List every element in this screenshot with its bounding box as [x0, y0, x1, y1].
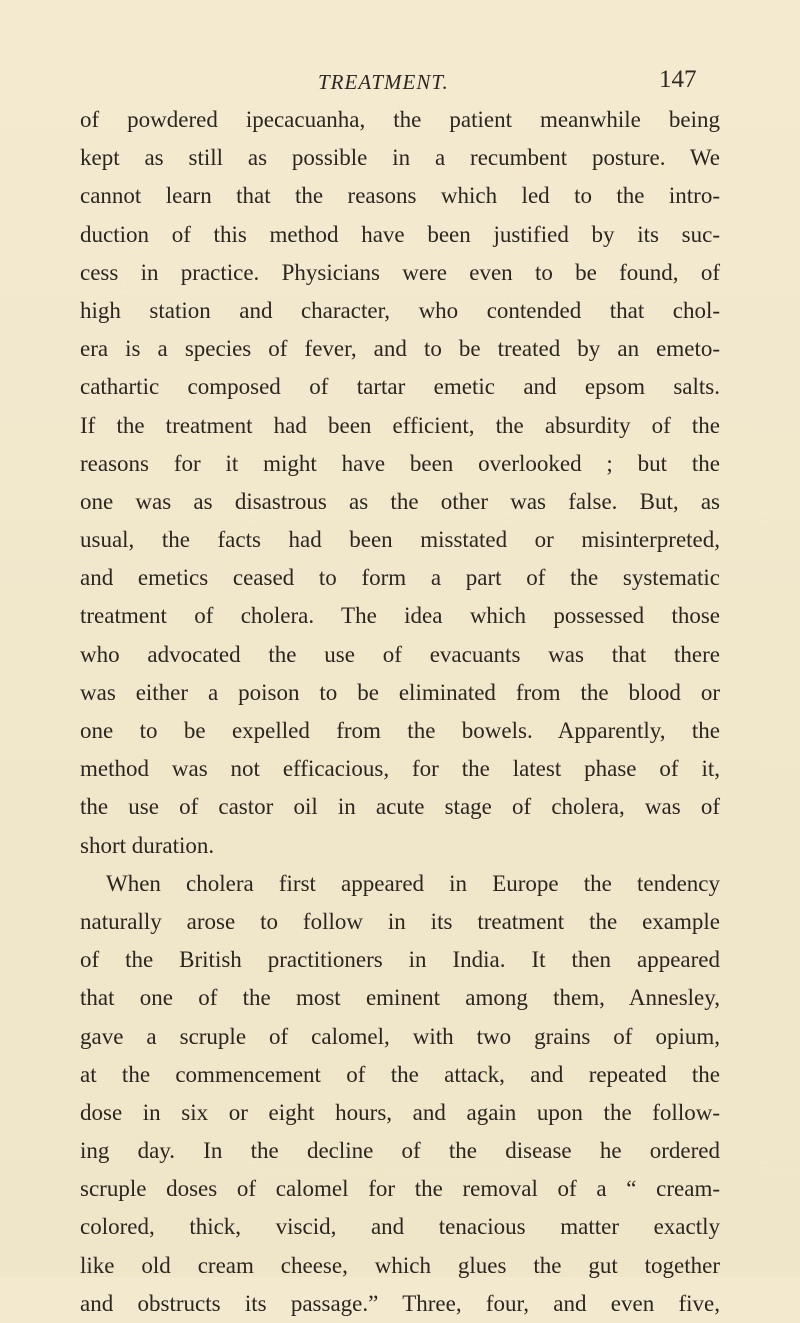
text-line: of the British practitioners in India. It then appeared — [80, 947, 720, 973]
paragraph-2 — [80, 865, 720, 1323]
text-line: reasons for it might have been overlooked ; but the — [80, 450, 720, 476]
text-line: short duration. — [80, 832, 215, 858]
text-line: kept as still as possible in a recumbent posture. We — [80, 145, 720, 171]
text-line: and obstructs its passage.” Three, four, and even five, — [80, 1290, 720, 1316]
paragraph-1 — [80, 101, 720, 865]
text-line: colored, thick, viscid, and tenacious matter exactly — [80, 1214, 720, 1240]
text-line: was either a poison to be eliminated from the blood or — [80, 679, 720, 705]
running-head — [0, 64, 800, 98]
text-line: one to be expelled from the bowels. Apparently, the — [80, 718, 720, 743]
text-line: and emetics ceased to form a part of the systematic — [80, 565, 720, 591]
text-line: dose in six or eight hours, and again upon the follow- — [80, 1099, 720, 1125]
text-line: who advocated the use of evacuants was that there — [80, 641, 720, 667]
text-line: at the commencement of the attack, and repeated the — [80, 1061, 720, 1087]
text-line: high station and character, who contended that chol- — [80, 297, 720, 323]
text-line: cess in practice. Physicians were even to be found, of — [80, 259, 720, 285]
text-line: the use of castor oil in acute stage of cholera, was of — [80, 794, 720, 820]
text-line: duction of this method have been justified by its suc- — [80, 221, 720, 247]
text-line: cannot learn that the reasons which led to the intro- — [80, 183, 720, 209]
text-line: like old cream cheese, which glues the gut together — [80, 1252, 720, 1278]
page-number: 147 — [659, 66, 697, 93]
body-text — [80, 101, 720, 1323]
text-line: When cholera first appeared in Europe the tendency — [106, 870, 720, 896]
text-line: scruple doses of calomel for the removal of a “ cream- — [80, 1176, 720, 1202]
text-line: usual, the facts had been misstated or misinterpreted, — [80, 527, 720, 553]
text-line: treatment of cholera. The idea which possessed those — [80, 603, 720, 629]
text-line: ing day. In the decline of the disease he ordered — [80, 1138, 720, 1164]
text-line: one was as disastrous as the other was false. But, as — [80, 488, 720, 514]
text-line: method was not efficacious, for the latest phase of it, — [80, 756, 720, 782]
text-line: naturally arose to follow in its treatment the example — [80, 908, 720, 934]
text-line: era is a species of fever, and to be treated by an emeto- — [80, 336, 720, 362]
text-line: cathartic composed of tartar emetic and epsom salts. — [80, 374, 720, 400]
text-line: gave a scruple of calomel, with two grains of opium, — [80, 1023, 720, 1049]
text-line: If the treatment had been efficient, the absurdity of the — [80, 412, 720, 438]
text-line: that one of the most eminent among them, Annesley, — [80, 985, 720, 1011]
running-title: TREATMENT. — [318, 70, 449, 94]
text-line: of powdered ipecacuanha, the patient meanwhile being — [80, 107, 720, 132]
